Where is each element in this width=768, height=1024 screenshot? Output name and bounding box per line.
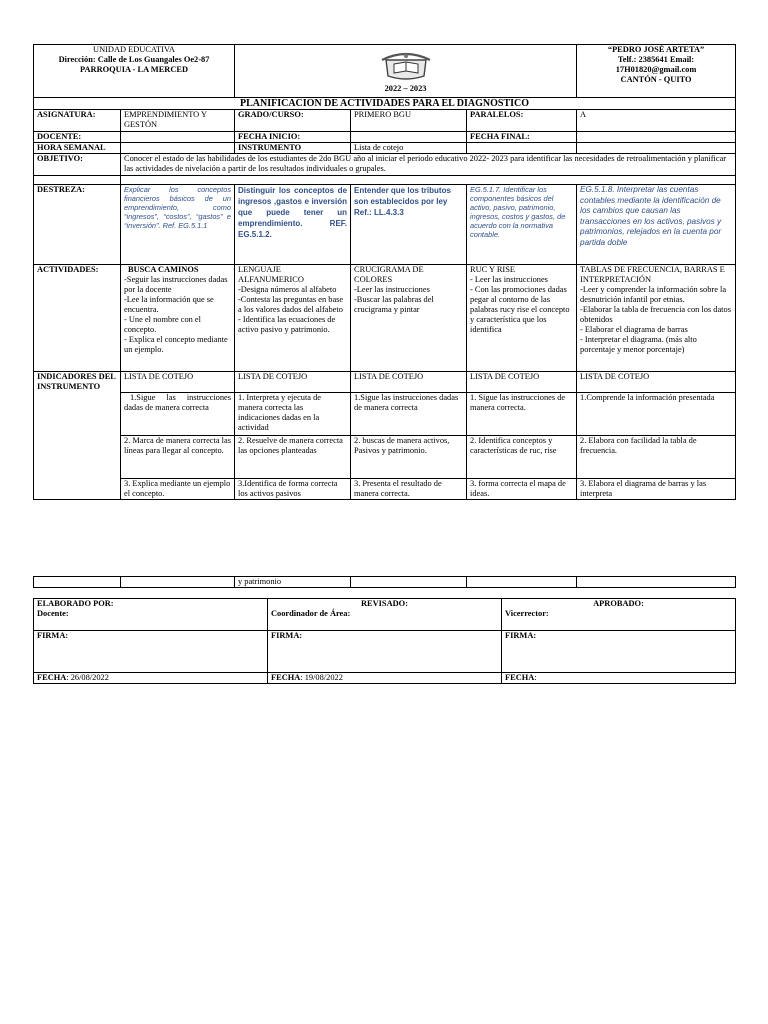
activity-2: [235, 265, 351, 372]
planning-table: [33, 44, 736, 500]
indicator-cell: 1. Sigue las instrucciones de manera correcta.: [467, 393, 577, 436]
activity-4: [467, 265, 577, 372]
destreza-item-1: Explicar los conceptos financieros básicos de un emprendimiento, como “ingresos”, “costos”, “gastos” e “inversión”. Ref. EG.5.1.1: [121, 185, 235, 265]
destreza-item-4: EG.5.1.7. Identificar los componentes básicos del activo, pasivo, patrimonio, ingresos, costos y gastos, de acuerdo con la normativa contable.: [467, 185, 577, 265]
empty-cell: [577, 577, 736, 588]
indicator-cell: 2. Identifica conceptos y características de ruc, rise: [467, 436, 577, 479]
empty-cell: [34, 577, 121, 588]
indicator-cell: 3. Explica mediante un ejemplo el concepto.: [121, 479, 235, 500]
indicators-label: INDICADORES DEL INSTRUMENTO: [34, 372, 121, 500]
teacher-value: [121, 132, 235, 143]
end-value: [577, 132, 736, 143]
approved-label: APROBADO:: [593, 599, 644, 608]
school-title: “PEDRO JOSÉ ARTETA”: [607, 45, 705, 54]
subject-value: EMPRENDIMIENTO Y GESTÓN: [121, 110, 235, 132]
continuation-table: [33, 576, 736, 588]
indicator-cell: 1.Comprende la información presentada: [577, 393, 736, 436]
activity-5: [577, 265, 736, 372]
prepared-signature: FIRMA:: [34, 631, 268, 673]
indicator-cell: 1. Interpreta y ejecuta de manera correcta las indicaciones dadas en la actividad: [235, 393, 351, 436]
destreza-item-3: Entender que los tributos son establecidos por ley Ref.: LL.4.3.3: [351, 185, 467, 265]
activity-1: [121, 265, 235, 372]
school-parish: PARROQUIA - LA MERCED: [79, 65, 189, 74]
continuation-text: y patrimonio: [235, 577, 351, 588]
parallels-value: A: [577, 110, 736, 132]
start-value: [351, 132, 467, 143]
school-info-cell: [34, 45, 235, 98]
activity-title: TABLAS DE FRECUENCIA, BARRAS E INTERPRETACIÓN: [580, 265, 725, 284]
empty-cell: [467, 577, 577, 588]
reviewed-date: FECHA: 19/08/2022: [268, 673, 502, 684]
activity-title: RUC Y RISE: [470, 265, 515, 274]
teacher-label: DOCENTE:: [34, 132, 121, 143]
indicator-header: LISTA DE COTEJO: [467, 372, 577, 393]
subject-label: ASIGNATURA:: [34, 110, 121, 132]
parallels-label: PARALELOS:: [467, 110, 577, 132]
school-title-cell: [577, 45, 736, 98]
reviewed-signature: FIRMA:: [268, 631, 502, 673]
indicator-cell: 3. Presenta el resultado de manera correcta.: [351, 479, 467, 500]
activity-title: LENGUAJE ALFANUMERICO: [238, 265, 304, 284]
reviewed-role: Coordinador de Área:: [271, 609, 351, 618]
school-address: Dirección: Calle de Los Guangales Oe2-87: [58, 55, 210, 64]
school-year: 2022 – 2023: [384, 84, 427, 93]
indicator-cell: 2. Marca de manera correcta las líneas para llegar al concepto.: [121, 436, 235, 479]
school-name: UNIDAD EDUCATIVA: [93, 45, 175, 54]
empty-cell: [121, 577, 235, 588]
instrument-value: Lista de cotejo: [351, 143, 467, 154]
hours-value: [121, 143, 235, 154]
prepared-date: FECHA: 26/08/2022: [34, 673, 268, 684]
prepared-label: ELABORADO POR:: [37, 599, 114, 608]
activity-body: -Leer las instrucciones -Buscar las palabras del crucigrama y pintar: [354, 285, 434, 314]
activities-label: ACTIVIDADES:: [34, 265, 121, 372]
logo-cell: [235, 45, 577, 98]
indicator-header: LISTA DE COTEJO: [577, 372, 736, 393]
indicator-header: LISTA DE COTEJO: [235, 372, 351, 393]
empty-cell: [351, 577, 467, 588]
indicator-cell: 3.Identifica de forma correcta los activos pasivos: [235, 479, 351, 500]
grade-label: GRADO/CURSO:: [235, 110, 351, 132]
indicator-cell: 3. Elabora el diagrama de barras y las interpreta: [577, 479, 736, 500]
activity-title: CRUCIGRAMA DE COLORES: [354, 265, 424, 284]
indicator-cell: 2. Elabora con facilidad la tabla de frecuencia.: [577, 436, 736, 479]
destreza-item-5: EG.5.1.8. Interpretar las cuentas contables mediante la identificación de los cambios que causan las transacciones en los activos, pasivos y patrimonios, relejados en la cuenta por partida doble: [577, 185, 736, 265]
start-label: FECHA INICIO:: [235, 132, 351, 143]
reviewed-label: REVISADO:: [360, 599, 408, 608]
spacer-cell: [121, 176, 736, 185]
indicator-cell: 1.Sigue las instrucciones dadas de manera correcta: [351, 393, 467, 436]
activity-body: -Leer y comprender la información sobre la desnutrición infantil por etnias. -Elaborar la tabla de frecuencia con los datos obtenidos - Elaborar el diagrama de barras - Interpretar el diagrama. (más alto porcentaje y menor porcentaje): [580, 285, 731, 354]
indicator-cell: 2. Resuelve de manera correcta las opciones planteadas: [235, 436, 351, 479]
indicator-header: LISTA DE COTEJO: [351, 372, 467, 393]
objective-value: Conocer el estado de las habilidades de los estudiantes de 2do BGU año al iniciar el periodo educativo 2022- 2023 para identificar las necesidades de retroalimentación y planificar las actividades de nivelación a partir de los resultados individuales o grupales.: [121, 154, 736, 176]
approved-role: Vicerrector:: [505, 609, 549, 618]
indicator-header: LISTA DE COTEJO: [121, 372, 235, 393]
grade-value: PRIMERO BGU: [351, 110, 467, 132]
hours-label: HORA SEMANAL: [34, 143, 121, 154]
empty-cell: [467, 143, 577, 154]
approved-cell: [502, 599, 736, 631]
destreza-item-2: Distinguir los conceptos de ingresos ,gastos e inversión que puede tener un emprendimiento. REF. EG.5.1.2.: [235, 185, 351, 265]
prepared-role: Docente:: [37, 609, 69, 618]
spacer-cell: [34, 176, 121, 185]
indicator-cell: 1.Sigue las instrucciones dadas de manera correcta: [121, 393, 235, 436]
activity-body: -Designa números al alfabeto -Contesta las preguntas en base a los valores dados del alfabeto - Identifica las ecuaciones de activo pasivo y patrimonio.: [238, 285, 344, 334]
approved-signature: FIRMA:: [502, 631, 736, 673]
signature-table: [33, 598, 736, 684]
destreza-label: DESTREZA:: [34, 185, 121, 265]
indicator-cell: 2. buscas de manera activos, Pasivos y patrimonio.: [351, 436, 467, 479]
reviewed-cell: [268, 599, 502, 631]
plan-title: PLANIFICACIÓN DE ACTIVIDADES PARA EL DIAGNÓSTICO: [34, 98, 736, 110]
empty-cell: [577, 143, 736, 154]
activity-title: BUSCA CAMINOS: [128, 265, 199, 274]
school-phone: Telf.: 2385641 Email:: [617, 55, 695, 64]
activity-3: [351, 265, 467, 372]
end-label: FECHA FINAL:: [467, 132, 577, 143]
activity-body: -Seguir las instrucciones dadas por la docente -Lee la información que se encuentra. - Une el nombre con el concepto. - Explica el concepto mediante un ejemplo.: [124, 275, 228, 354]
objective-label: OBJETIVO:: [34, 154, 121, 176]
school-canton: CANTÓN - QUITO: [620, 75, 692, 84]
prepared-cell: [34, 599, 268, 631]
approved-date: FECHA:: [502, 673, 736, 684]
indicator-cell: 3. forma correcta el mapa de ideas.: [467, 479, 577, 500]
activity-body: - Leer las instrucciones - Con las promociones dadas pegar al contorno de las palabras rucy rise el concepto y característica que los identifica: [470, 275, 570, 334]
school-crest-icon: [374, 48, 438, 82]
instrument-label: INSTRUMENTO: [235, 143, 351, 154]
school-email: 17H01820@gmail.com: [615, 65, 697, 74]
